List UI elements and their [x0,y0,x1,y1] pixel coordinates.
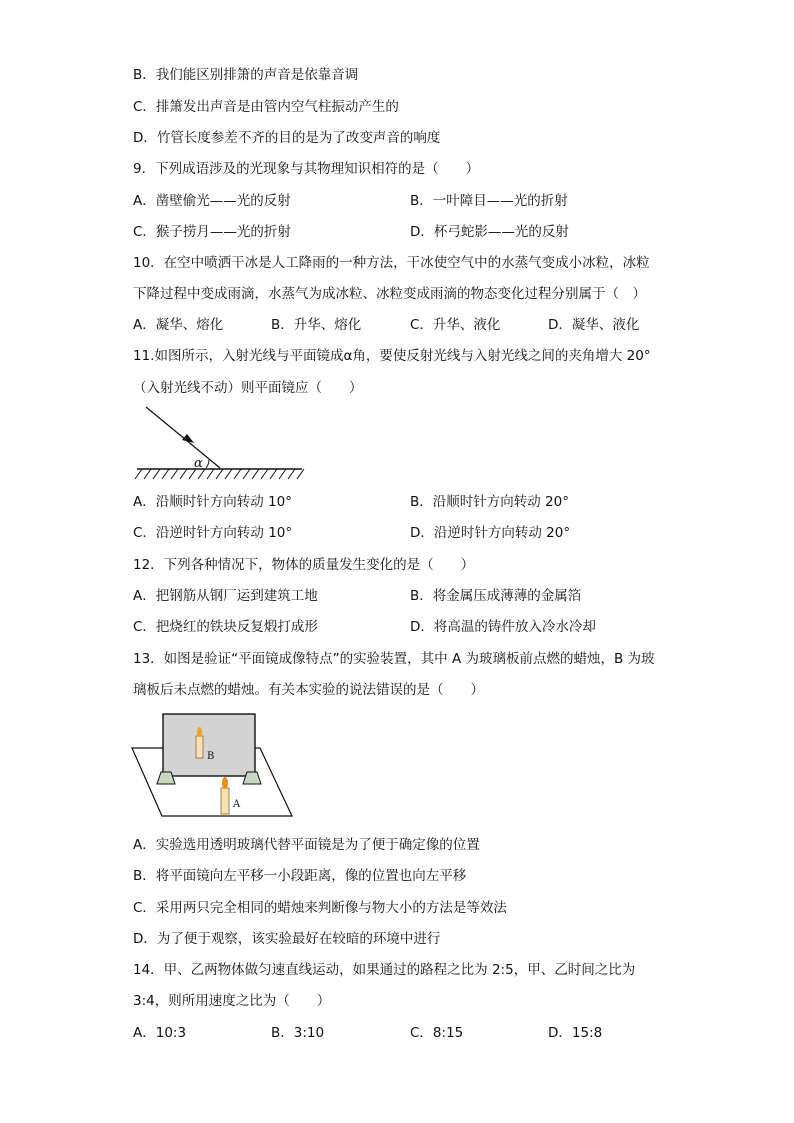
q11-stem-line2: （入射光线不动）则平面镜应（ ） [133,380,363,396]
q14-stem-line1: 14．甲、乙两物体做匀速直线运动，如果通过的路程之比为 2:5，甲、乙时间之比为 [133,962,636,978]
q9-stem: 9．下列成语涉及的光现象与其物理知识相符的是（ ） [133,161,480,177]
mirror-experiment-figure [130,710,300,822]
q10-option-b: B．升华、熔化 [271,317,362,333]
q8-option-d: D．竹管长度参差不齐的目的是为了改变声音的响度 [133,130,441,146]
q11-option-a: A．沿顺时针方向转动 10° [133,494,292,510]
candle-a-label: A [233,799,241,810]
q10-option-a: A．凝华、熔化 [133,317,224,333]
q13-option-c: C．采用两只完全相同的蜡烛来判断像与物大小的方法是等效法 [133,900,507,916]
q13-stem-line2: 璃板后未点燃的蜡烛。有关本实验的说法错误的是（ ） [133,682,484,698]
q13-option-b: B．将平面镜向左平移一小段距离，像的位置也向左平移 [133,868,467,884]
q8-option-b: B．我们能区别排箫的声音是依靠音调 [133,67,359,83]
q9-option-d: D．杯弓蛇影——光的反射 [410,224,569,240]
q12-option-b: B．将金属压成薄薄的金属箔 [410,588,582,604]
q14-option-a: A．10:3 [133,1025,187,1041]
q12-stem: 12．下列各种情况下，物体的质量发生变化的是（ ） [133,557,475,573]
q12-option-a: A．把钢筋从钢厂运到建筑工地 [133,588,318,604]
q9-option-c: C．猴子捞月——光的折射 [133,224,291,240]
q13-stem-line1: 13．如图是验证“平面镜成像特点”的实验装置，其中 A 为玻璃板前点燃的蜡烛，B 为玻 [133,651,655,667]
q10-option-d: D．凝华、液化 [548,317,640,333]
q10-stem-line2: 下降过程中变成雨滴，水蒸气为成冰粒、冰粒变成雨滴的物态变化过程分别属于（ ） [133,286,646,302]
q11-option-d: D．沿逆时针方向转动 20° [410,525,571,541]
mirror-ray-figure [132,405,312,485]
q14-option-d: D．15:8 [548,1025,603,1041]
q10-option-c: C．升华、液化 [410,317,501,333]
q9-option-b: B．一叶障目——光的折射 [410,193,568,209]
q8-option-c: C．排箫发出声音是由管内空气柱振动产生的 [133,99,399,115]
q12-option-c: C．把烧红的铁块反复煅打成形 [133,619,318,635]
q14-option-c: C．8:15 [410,1025,464,1041]
q11-stem-line1: 11.如图所示，入射光线与平面镜成α角，要使反射光线与入射光线之间的夹角增大 20° [133,348,651,364]
q10-stem-line1: 10．在空中喷洒干冰是人工降雨的一种方法，干冰使空气中的水蒸气变成小冰粒，冰粒 [133,255,650,271]
q9-option-a: A．凿壁偷光——光的反射 [133,193,291,209]
q14-stem-line2: 3:4，则所用速度之比为（ ） [133,993,331,1009]
q14-option-b: B．3:10 [271,1025,325,1041]
q13-option-d: D．为了便于观察，该实验最好在较暗的环境中进行 [133,931,441,947]
q11-option-c: C．沿逆时针方向转动 10° [133,525,293,541]
candle-b-label: B [207,751,215,762]
q11-option-b: B．沿顺时针方向转动 20° [410,494,569,510]
q12-option-d: D．将高温的铸件放入冷水冷却 [410,619,596,635]
q13-option-a: A．实验选用透明玻璃代替平面镜是为了便于确定像的位置 [133,837,480,853]
angle-alpha-label: α [194,456,203,471]
